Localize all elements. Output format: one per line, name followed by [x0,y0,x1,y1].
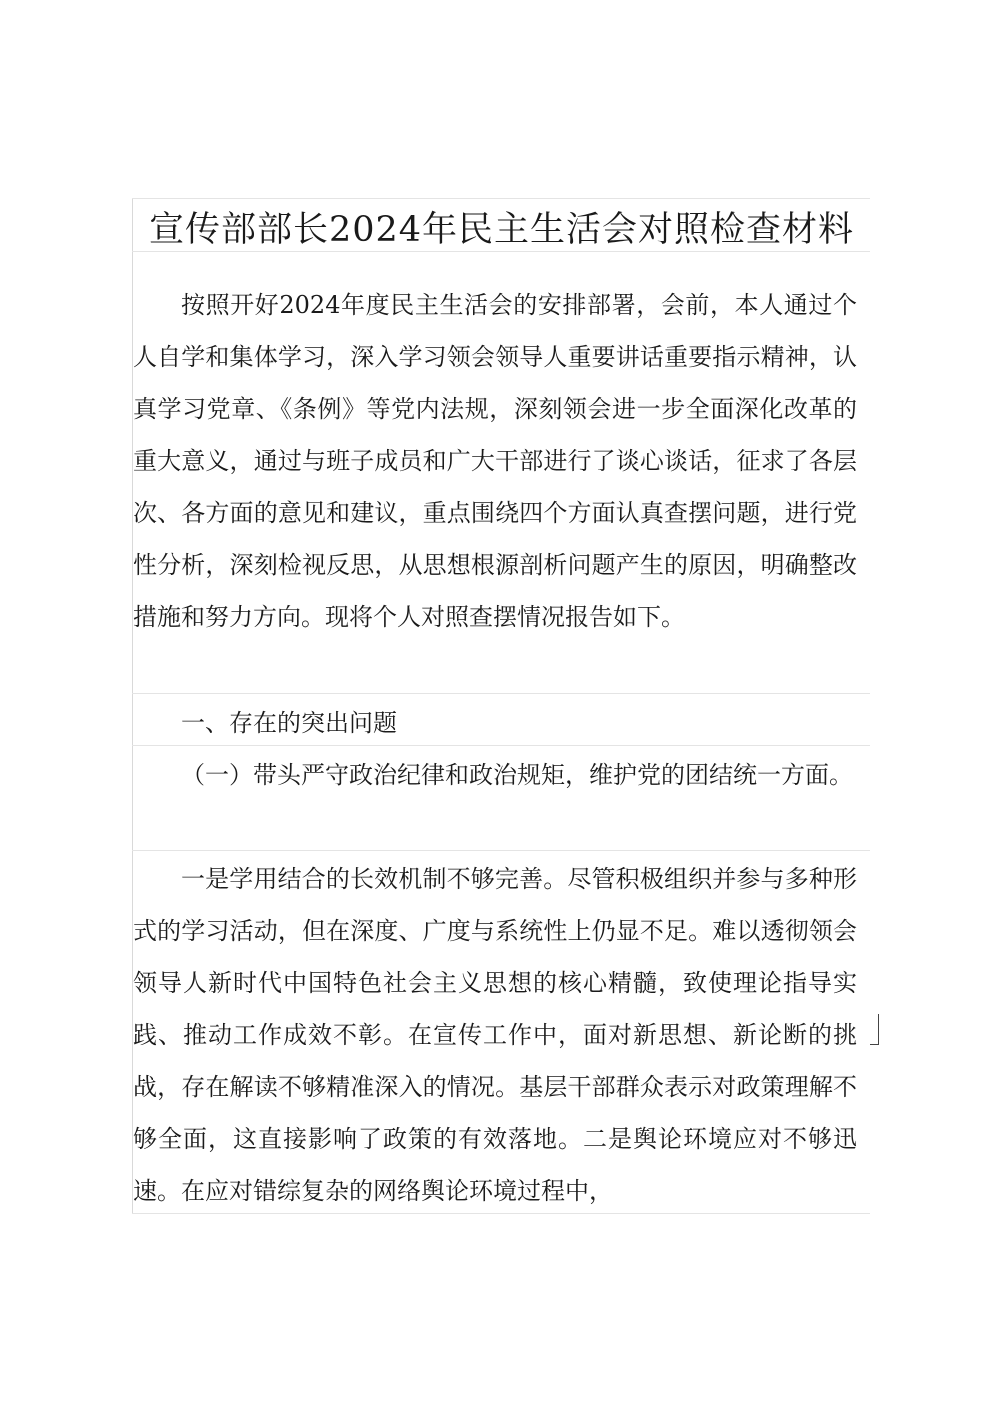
document-title: 宣传部部长2024年民主生活会对照检查材料 [148,210,855,250]
section-heading: 一、存在的突出问题 [181,709,397,737]
margin-corner-mark [870,1014,879,1045]
intro-paragraph: 按照开好2024年度民主生活会的安排部署，会前，本人通过个人自学和集体学习，深入学习领会领导人重要讲话重要指示精神，认真学习党章、《条例》等党内法规，深刻领会进一步全面深化改革的重大意义，通过与班子成员和广大干部进行了谈心谈话，征求了各层次、各方面的意见和建议，重点围绕四个方面认真查摆问题，进行党性分析，深刻检视反思，从思想根源剖析问题产生的原因，明确整改措施和努力方向。现将个人对照查摆情况报告如下。 [133,291,857,631]
body-paragraph: 一是学用结合的长效机制不够完善。尽管积极组织并参与多种形式的学习活动，但在深度、广度与系统性上仍显不足。难以透彻领会领导人新时代中国特色社会主义思想的核心精髓，致使理论指导实践、推动工作成效不彰。在宣传工作中，面对新思想、新论断的挑战，存在解读不够精准深入的情况。基层干部群众表示对政策理解不够全面，这直接影响了政策的有效落地。二是舆论环境应对不够迅速。在应对错综复杂的网络舆论环境过程中， [133,865,857,1205]
subsection-heading: （一）带头严守政治纪律和政治规矩，维护党的团结统一方面。 [181,761,853,789]
document-page [133,198,870,1214]
